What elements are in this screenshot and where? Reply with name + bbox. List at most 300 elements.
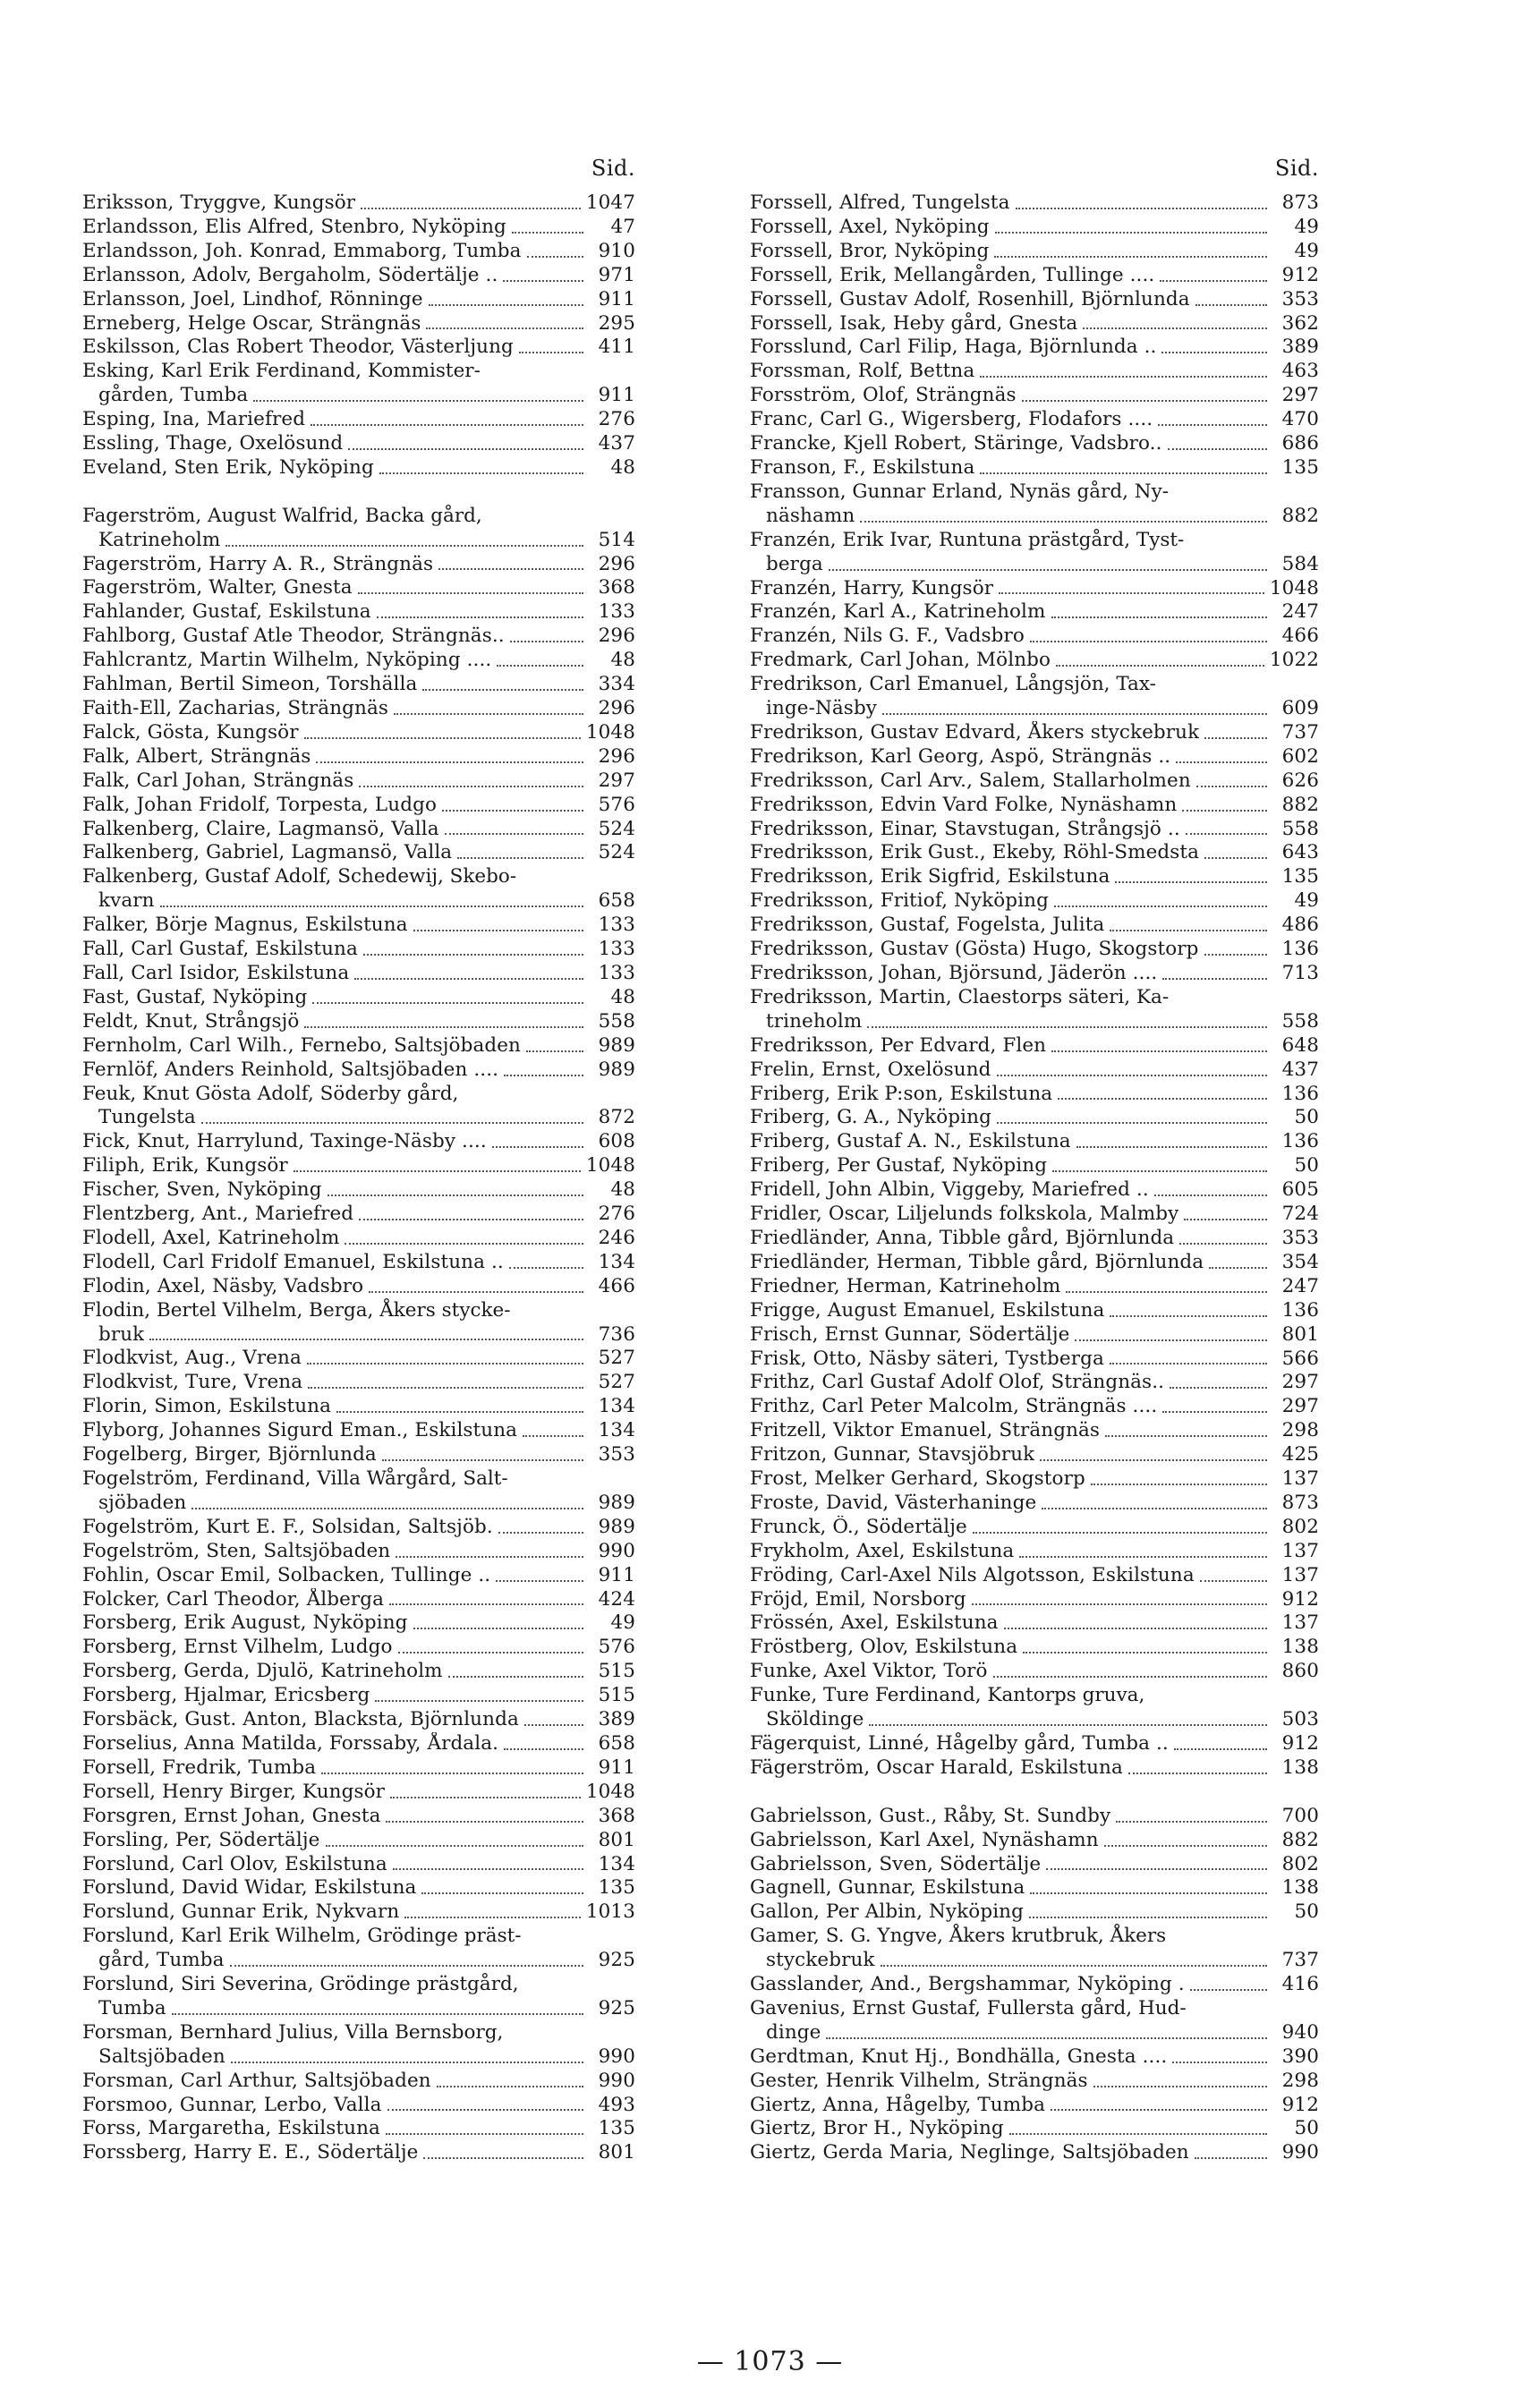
entry-page-number: 50 — [1294, 2117, 1319, 2140]
entry-page-number: 296 — [598, 625, 635, 648]
entry-name: Forssman, Rolf, Bettna — [750, 360, 975, 383]
leader-dots — [1204, 737, 1267, 739]
entry-page-number: 515 — [598, 1660, 635, 1683]
index-entry — [82, 1371, 635, 1395]
leader-dots — [1162, 1411, 1267, 1413]
index-entry — [750, 553, 1319, 577]
index-entry — [82, 697, 635, 721]
leader-dots — [1054, 905, 1267, 907]
entry-name: Forssell, Axel, Nyköping — [750, 215, 990, 238]
index-entry — [82, 336, 635, 360]
index-entry — [750, 1323, 1319, 1348]
entry-name: Falkenberg, Gabriel, Lagmansö, Valla — [82, 841, 453, 864]
leader-dots — [191, 1508, 583, 1509]
entry-page-number: 425 — [1281, 1443, 1319, 1467]
index-entry — [82, 1949, 635, 1973]
leader-dots — [1154, 1194, 1267, 1196]
leader-dots — [321, 1773, 583, 1774]
entry-page-number: 48 — [610, 649, 635, 672]
right-column — [750, 156, 1319, 2165]
entry-page-number: 47 — [610, 215, 635, 238]
entry-page-number: 912 — [1281, 263, 1319, 286]
entry-page-number: 940 — [1281, 2020, 1319, 2044]
entry-name: Flentzberg, Ant., Mariefred — [82, 1203, 354, 1226]
entry-continuation: Sköldinge — [766, 1708, 864, 1731]
entry-page-number: 48 — [610, 1178, 635, 1202]
entry-page-number: 138 — [1281, 1876, 1319, 1900]
entry-page-number: 136 — [1281, 1082, 1319, 1105]
entry-page-number: 437 — [1281, 1058, 1319, 1081]
leader-dots — [826, 2037, 1267, 2039]
entry-page-number: 912 — [1281, 1732, 1319, 1755]
index-entry — [750, 1227, 1319, 1251]
index-entry — [82, 408, 635, 432]
index-entry — [750, 1395, 1319, 1419]
leader-dots — [1186, 833, 1267, 835]
entry-name: Frisch, Ernst Gunnar, Södertälje — [750, 1322, 1070, 1346]
entry-name: Fall, Carl Gustaf, Eskilstuna — [82, 938, 358, 961]
index-entry — [750, 1058, 1319, 1083]
entry-name: Fahlander, Gustaf, Eskilstuna — [82, 600, 371, 624]
entry-page-number: 736 — [598, 1322, 635, 1346]
entry-page-number: 648 — [1281, 1033, 1319, 1057]
index-entry — [82, 1564, 635, 1588]
entry-page-number: 247 — [1281, 600, 1319, 624]
entry-page-number: 1048 — [585, 720, 635, 744]
entry-name: Forsmoo, Gunnar, Lerbo, Valla — [82, 2093, 382, 2116]
entry-page-number: 50 — [1294, 1154, 1319, 1177]
index-entry — [750, 2141, 1319, 2165]
leader-dots — [1179, 1243, 1267, 1245]
leader-dots — [377, 616, 583, 618]
entry-page-number: 724 — [1281, 1203, 1319, 1226]
entry-page-number: 368 — [598, 1804, 635, 1827]
leader-dots — [413, 1628, 583, 1629]
leader-dots — [1209, 1267, 1267, 1269]
index-entry — [750, 1492, 1319, 1516]
index-entry — [82, 1347, 635, 1371]
entry-name: Gester, Henrik Vilhelm, Strängnäs — [750, 2069, 1088, 2092]
entry-name: Giertz, Bror H., Nyköping — [750, 2117, 1004, 2140]
leader-dots — [1161, 352, 1267, 353]
entry-name: Gasslander, And., Bergshammar, Nyköping . — [750, 1973, 1185, 1996]
entry-name: Forsbäck, Gust. Anton, Blacksta, Björnlunda — [82, 1708, 519, 1731]
leader-dots — [354, 978, 583, 980]
entry-page-number: 527 — [598, 1371, 635, 1394]
index-entry — [750, 745, 1319, 769]
entry-name: Giertz, Anna, Hågelby, Tumba — [750, 2093, 1046, 2116]
leader-dots — [1042, 1508, 1267, 1509]
entry-name: Fahlcrantz, Martin Wilhelm, Nyköping .... — [82, 649, 492, 672]
entry-page-number: 49 — [1294, 239, 1319, 262]
index-entry — [82, 191, 635, 216]
entry-name: Frelin, Ernst, Oxelösund — [750, 1058, 991, 1081]
entry-page-number: 801 — [598, 1828, 635, 1851]
leader-dots — [230, 1965, 583, 1967]
index-entry — [750, 2070, 1319, 2094]
leader-dots — [363, 954, 583, 956]
entry-name: Frykholm, Axel, Eskilstuna — [750, 1539, 1015, 1562]
leader-dots — [358, 592, 583, 594]
entry-continuation: gård, Tumba — [98, 1949, 225, 1972]
leader-dots — [326, 1845, 584, 1847]
entry-name: Folcker, Carl Theodor, Ålberga — [82, 1587, 385, 1611]
leader-dots — [1116, 1821, 1267, 1823]
index-entry — [750, 914, 1319, 938]
leader-dots — [1128, 1773, 1267, 1774]
index-entry — [82, 2070, 635, 2094]
index-entry — [82, 721, 635, 745]
index-entry — [82, 1708, 635, 1732]
index-entry — [82, 432, 635, 456]
index-entry — [750, 1732, 1319, 1756]
entry-page-number: 297 — [1281, 1395, 1319, 1418]
index-entry — [750, 1083, 1319, 1107]
entry-name: Flodkvist, Aug., Vrena — [82, 1347, 302, 1370]
entry-page-number: 466 — [598, 1274, 635, 1297]
entry-page-number: 50 — [1294, 1900, 1319, 1924]
entry-name: Fredriksson, Einar, Stavstugan, Strångsjö .. — [750, 817, 1180, 840]
entry-name: Fall, Carl Isidor, Eskilstuna — [82, 961, 350, 984]
sid-header-right: Sid. — [1274, 156, 1319, 181]
index-entry — [750, 2021, 1319, 2045]
entry-page-number: 882 — [1281, 793, 1319, 816]
entry-name: Forslund, David Widar, Eskilstuna — [82, 1876, 417, 1900]
leader-dots — [504, 1748, 583, 1750]
leader-dots — [993, 1676, 1267, 1678]
index-entry — [82, 1178, 635, 1203]
leader-dots — [149, 1339, 583, 1340]
leader-dots — [1105, 1435, 1267, 1437]
entry-page-number: 353 — [1281, 1226, 1319, 1249]
entry-name: Friberg, G. A., Nyköping — [750, 1106, 991, 1129]
leader-dots — [1030, 641, 1267, 642]
index-entry-line: Forslund, Siri Severina, Grödinge prästgård, — [82, 1973, 519, 1996]
index-entry-line: Gamer, S. G. Yngve, Åkers krutbruk, Åkers — [750, 1925, 1167, 1948]
entry-name: Frisk, Otto, Näsby säteri, Tystberga — [750, 1347, 1104, 1370]
entry-name: Gallon, Per Albin, Nyköping — [750, 1900, 1024, 1924]
index-entry — [82, 1684, 635, 1708]
entry-page-number: 135 — [1281, 865, 1319, 888]
index-entry-line: Funke, Ture Ferdinand, Kantorps gruva, — [750, 1684, 1145, 1707]
entry-name: Fröstberg, Olov, Eskilstuna — [750, 1636, 1018, 1659]
entry-name: Forsman, Carl Arthur, Saltsjöbaden — [82, 2069, 431, 2092]
index-entry — [750, 1106, 1319, 1130]
leader-dots — [980, 472, 1267, 474]
leader-dots — [1200, 1580, 1267, 1582]
entry-page-number: 295 — [598, 311, 635, 335]
entry-name: Forssberg, Harry E. E., Södertälje — [82, 2141, 419, 2164]
entry-name: Erlansson, Adolv, Bergaholm, Södertälje .. — [82, 263, 498, 286]
entry-continuation: trineholm — [766, 1009, 863, 1033]
entry-page-number: 493 — [598, 2093, 635, 2116]
leader-dots — [389, 1603, 583, 1605]
leader-dots — [437, 2086, 583, 2087]
leader-dots — [394, 713, 583, 715]
index-entry — [82, 625, 635, 649]
entry-page-number: 527 — [598, 1347, 635, 1370]
entry-name: Friedländer, Herman, Tibble gård, Björnlunda — [750, 1250, 1204, 1273]
entry-page-number: 276 — [598, 1203, 635, 1226]
entry-page-number: 354 — [1281, 1250, 1319, 1273]
entry-name: Fredriksson, Johan, Björsund, Jäderön .... — [750, 962, 1158, 984]
index-entry-line: Franzén, Erik Ivar, Runtuna prästgård, Tyst- — [750, 528, 1185, 551]
index-entry-line: Fransson, Gunnar Erland, Nynäs gård, Ny- — [750, 480, 1169, 503]
entry-page-number: 298 — [1281, 2069, 1319, 2092]
page-number-text: — 1073 — — [696, 2346, 844, 2377]
index-entry — [750, 1516, 1319, 1540]
leader-dots — [498, 1532, 583, 1534]
entry-page-number: 135 — [598, 2117, 635, 2140]
index-entry — [82, 794, 635, 818]
entry-name: Fahlman, Bertil Simeon, Torshälla — [82, 673, 418, 696]
index-entry — [750, 625, 1319, 649]
leader-dots — [1182, 810, 1267, 812]
entry-name: Forsberg, Gerda, Djulö, Katrineholm — [82, 1660, 443, 1683]
entry-page-number: 989 — [598, 1515, 635, 1538]
entry-page-number: 514 — [598, 528, 635, 551]
leader-dots — [503, 280, 583, 282]
index-entry — [82, 889, 635, 914]
entry-name: Forssell, Isak, Heby gård, Gnesta — [750, 311, 1078, 335]
leader-dots — [1058, 1098, 1267, 1100]
entry-name: Friberg, Erik P:son, Eskilstuna — [750, 1082, 1053, 1105]
leader-dots — [387, 2109, 583, 2111]
index-entry-line: Fredriksson, Martin, Claestorps säteri, Ka- — [750, 985, 1170, 1008]
entry-page-number: 990 — [1281, 2141, 1319, 2164]
index-entry — [750, 1540, 1319, 1564]
leader-dots — [1158, 424, 1267, 426]
leader-dots — [307, 1363, 583, 1365]
leader-dots — [994, 256, 1267, 258]
entry-name: Franson, F., Eskilstuna — [750, 455, 975, 479]
leader-dots — [526, 1050, 583, 1052]
entry-page-number: 362 — [1281, 311, 1319, 335]
entry-name: Essling, Thage, Oxelösund — [82, 432, 344, 455]
index-entry — [750, 1203, 1319, 1227]
index-entry — [82, 1443, 635, 1467]
index-entry — [82, 240, 635, 264]
index-entry — [82, 264, 635, 288]
index-entry — [750, 769, 1319, 794]
entry-name: Erlandsson, Elis Alfred, Stenbro, Nyköping — [82, 215, 506, 238]
index-entry — [750, 1275, 1319, 1299]
entry-page-number: 737 — [1281, 720, 1319, 744]
entry-page-number: 558 — [598, 1009, 635, 1033]
entry-name: Eveland, Sten Erik, Nyköping — [82, 455, 374, 479]
entry-name: Fredrikson, Karl Georg, Aspö, Strängnäs .. — [750, 744, 1171, 768]
leader-dots — [1091, 1484, 1267, 1485]
entry-page-number: 133 — [598, 961, 635, 984]
leader-dots — [972, 1603, 1267, 1605]
index-entry — [750, 1805, 1319, 1829]
index-entry — [750, 1178, 1319, 1203]
entry-name: Franzén, Nils G. F., Vadsbro — [750, 625, 1025, 648]
index-entry — [750, 1900, 1319, 1925]
entry-page-number: 1048 — [585, 1780, 635, 1803]
index-entry — [750, 1829, 1319, 1853]
entry-name: Forsberg, Hjalmar, Ericsberg — [82, 1684, 370, 1707]
leader-dots — [393, 1868, 583, 1870]
index-entry — [82, 1251, 635, 1275]
index-entry — [82, 1805, 635, 1829]
index-entry — [750, 1251, 1319, 1275]
index-entry — [750, 264, 1319, 288]
entry-name: Fredriksson, Fritiof, Nyköping — [750, 889, 1049, 913]
entry-page-number: 608 — [598, 1130, 635, 1153]
section-gap — [750, 1781, 1319, 1805]
entry-name: Fogelström, Kurt E. F., Solsidan, Saltsjöb. — [82, 1515, 493, 1538]
entry-name: Fahlborg, Gustaf Atle Theodor, Strängnäs.. — [82, 625, 505, 648]
entry-page-number: 390 — [1281, 2045, 1319, 2068]
entry-page-number: 911 — [598, 384, 635, 407]
index-entry — [82, 1997, 635, 2021]
leader-dots — [359, 1219, 583, 1220]
entry-name: Frigge, August Emanuel, Eskilstuna — [750, 1298, 1105, 1322]
index-entry — [82, 1900, 635, 1925]
index-entry-line: Forslund, Karl Erik Wilhelm, Grödinge präst- — [82, 1925, 522, 1948]
index-entry — [750, 216, 1319, 240]
leader-dots — [386, 1821, 583, 1823]
index-entry — [750, 721, 1319, 745]
leader-dots — [445, 833, 583, 835]
index-entry — [750, 2094, 1319, 2118]
leader-dots — [225, 545, 583, 547]
leader-dots — [1110, 930, 1267, 931]
entry-page-number: 368 — [598, 576, 635, 599]
entry-continuation: kvarn — [98, 889, 155, 913]
index-entry — [82, 1395, 635, 1419]
index-entry — [750, 841, 1319, 865]
entry-page-number: 558 — [1281, 1009, 1319, 1033]
leader-dots — [231, 2062, 583, 2063]
entry-name: Frössén, Axel, Eskilstuna — [750, 1611, 999, 1635]
index-entry — [82, 1492, 635, 1516]
entry-page-number: 247 — [1281, 1274, 1319, 1297]
leader-dots — [1110, 1363, 1267, 1365]
leader-dots — [519, 352, 583, 353]
index-entry — [750, 1443, 1319, 1467]
entry-name: Fagerström, Harry A. R., Strängnäs — [82, 552, 434, 575]
leader-dots — [1030, 1892, 1267, 1894]
index-entry — [750, 288, 1319, 312]
entry-name: Fernholm, Carl Wilh., Fernebo, Saltsjöbaden — [82, 1033, 522, 1057]
right-entry-list — [750, 191, 1319, 2165]
entry-name: Friedländer, Anna, Tibble gård, Björnlunda — [750, 1226, 1175, 1249]
section-gap — [82, 480, 635, 505]
leader-dots — [1093, 2086, 1267, 2087]
entry-name: Frost, Melker Gerhard, Skogstorp — [750, 1467, 1085, 1491]
entry-page-number: 49 — [610, 1611, 635, 1635]
index-entry — [82, 745, 635, 769]
index-entry — [82, 1588, 635, 1612]
entry-name: Gabrielsson, Sven, Södertälje — [750, 1852, 1042, 1875]
index-entry — [750, 1660, 1319, 1684]
entry-page-number: 137 — [1281, 1563, 1319, 1586]
entry-name: Forslund, Gunnar Erik, Nykvarn — [82, 1900, 400, 1924]
index-entry — [82, 938, 635, 962]
entry-page-number: 296 — [598, 552, 635, 575]
index-entry-line: Fagerström, August Walfrid, Backa gård, — [82, 504, 482, 527]
entry-page-number: 134 — [598, 1250, 635, 1273]
leader-dots — [336, 1411, 583, 1413]
index-entry — [82, 1876, 635, 1900]
entry-name: Fredmark, Carl Johan, Mölnbo — [750, 649, 1051, 672]
entry-name: Forssell, Gustav Adolf, Rosenhill, Björnlunda — [750, 287, 1190, 310]
entry-continuation: gården, Tumba — [98, 384, 249, 407]
entry-name: Forsling, Per, Södertälje — [82, 1828, 320, 1851]
index-entry — [750, 312, 1319, 336]
leader-dots — [869, 1724, 1267, 1726]
leader-dots — [426, 327, 583, 329]
index-entry-line: Fogelström, Ferdinand, Villa Wårgård, Salt- — [82, 1467, 508, 1491]
entry-name: Fast, Gustaf, Nyköping — [82, 985, 308, 1008]
entry-name: Fröding, Carl-Axel Nils Algotsson, Eskilstuna — [750, 1563, 1195, 1586]
entry-page-number: 801 — [1281, 1322, 1319, 1346]
index-entry — [750, 2117, 1319, 2141]
entry-name: Fridler, Oscar, Liljelunds folkskola, Malmby — [750, 1203, 1179, 1226]
leader-dots — [1170, 1387, 1267, 1389]
leader-dots — [527, 256, 583, 258]
index-entry — [750, 1348, 1319, 1372]
index-entry — [82, 1227, 635, 1251]
entry-name: Forsberg, Ernst Vilhelm, Ludgo — [82, 1636, 393, 1659]
entry-page-number: 297 — [598, 769, 635, 792]
leader-dots — [1204, 954, 1268, 956]
index-entry — [750, 865, 1319, 889]
leader-dots — [398, 1652, 583, 1654]
leader-dots — [980, 376, 1267, 378]
entry-name: Falk, Carl Johan, Strängnäs — [82, 769, 354, 792]
entry-name: Fredriksson, Edvin Vard Folke, Nynäshamn — [750, 793, 1178, 816]
index-entry — [82, 1829, 635, 1853]
index-entry — [750, 818, 1319, 842]
leader-dots — [345, 1243, 583, 1245]
index-entry — [750, 1756, 1319, 1781]
entry-page-number: 470 — [1281, 408, 1319, 431]
leader-dots — [390, 1797, 581, 1798]
entry-page-number: 872 — [598, 1106, 635, 1129]
index-entry — [82, 1636, 635, 1660]
index-entry — [750, 1611, 1319, 1636]
leader-dots — [1040, 1459, 1267, 1461]
entry-page-number: 276 — [598, 408, 635, 431]
entry-name: Froste, David, Västerhaninge — [750, 1491, 1037, 1514]
index-entry — [750, 1371, 1319, 1395]
index-entry — [750, 456, 1319, 480]
entry-page-number: 296 — [598, 697, 635, 720]
entry-name: Giertz, Gerda Maria, Neglinge, Saltsjöbaden — [750, 2141, 1189, 2164]
entry-page-number: 990 — [598, 2045, 635, 2068]
leader-dots — [253, 400, 583, 402]
entry-name: Forsell, Fredrik, Tumba — [82, 1756, 317, 1779]
entry-name: Erneberg, Helge Oscar, Strängnäs — [82, 311, 421, 335]
leader-dots — [509, 1267, 583, 1269]
index-entry — [750, 938, 1319, 962]
entry-page-number: 353 — [1281, 287, 1319, 310]
entry-name: Fröjd, Emil, Norsborg — [750, 1587, 966, 1611]
index-entry — [82, 384, 635, 408]
entry-page-number: 424 — [598, 1587, 635, 1611]
leader-dots — [172, 2013, 583, 2015]
entry-name: Fägerström, Oscar Harald, Eskilstuna — [750, 1756, 1123, 1779]
entry-name: Fogelström, Sten, Saltsjöbaden — [82, 1539, 391, 1562]
leader-dots — [375, 1700, 583, 1702]
entry-name: Friberg, Per Gustaf, Nyköping — [750, 1154, 1048, 1177]
leader-dots — [379, 472, 583, 474]
leader-dots — [497, 665, 583, 667]
index-entry — [82, 1203, 635, 1227]
